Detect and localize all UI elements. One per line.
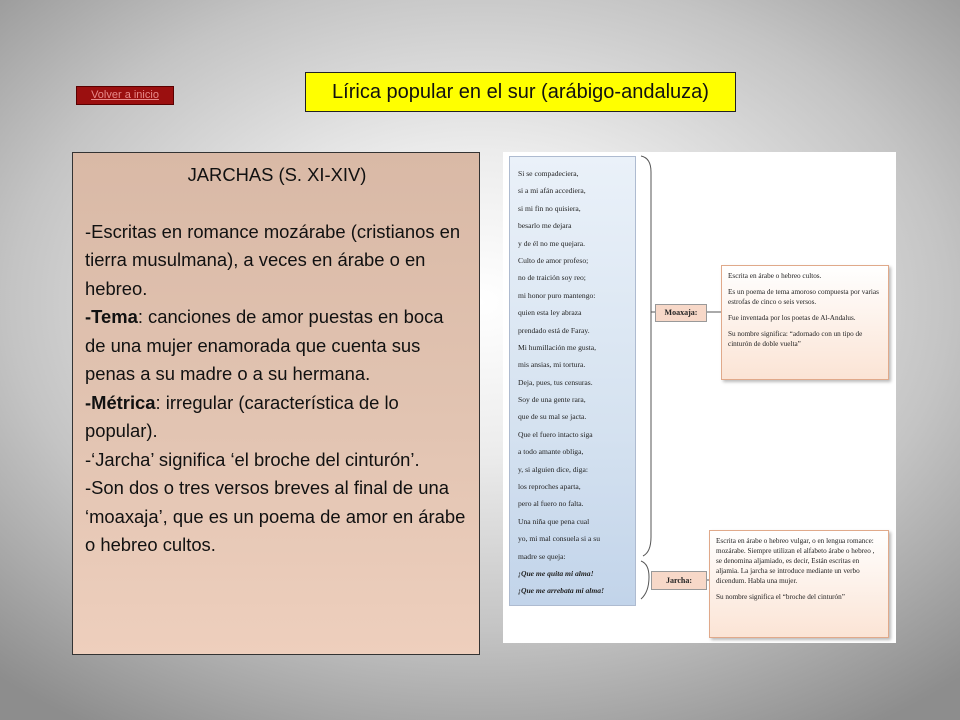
- poem-line: y de él no me quejara.: [518, 238, 586, 248]
- jarcha-label: Jarcha:: [651, 571, 707, 590]
- jarcha-line: ¡Que me quita mi alma!: [518, 568, 594, 578]
- jarcha-note-line: Su nombre significa el “broche del cinturón”: [716, 593, 845, 601]
- poem-line: no de traición soy reo;: [518, 273, 586, 283]
- poem-line: Soy de una gente rara,: [518, 395, 586, 405]
- moaxaja-note-line: Fue inventada por los poetas de Al-Andalus.: [728, 314, 856, 322]
- poem-line: a todo amante obliga,: [518, 447, 584, 457]
- jarcha-line: ¡Que me arrebata mi alma!: [518, 586, 605, 596]
- poem-line: Una niña que pena cual: [518, 516, 590, 526]
- moaxaja-note: [721, 265, 889, 380]
- theme-label: -Tema: [85, 306, 138, 327]
- poem-line: Deja, pues, tus censuras.: [518, 377, 593, 387]
- poem-line: que de su mal se jacta.: [518, 412, 587, 422]
- poem-line: si a mi afán accediera,: [518, 186, 586, 196]
- moaxaja-label: Moaxaja:: [655, 304, 707, 322]
- panel-heading: JARCHAS (S. XI-XIV): [187, 164, 367, 185]
- moaxaja-note-line: Su nombre significa: “adornado con un tipo de cinturón de doble vuelta”: [728, 330, 863, 348]
- poem-line: quien esta ley abraza: [518, 308, 582, 318]
- poem-line: madre se queja:: [518, 551, 566, 561]
- back-to-home-link[interactable]: Volver a inicio: [76, 86, 174, 105]
- slide-title: Lírica popular en el sur (arábigo-andaluza): [305, 72, 736, 112]
- poem-line: mi honor puro mantengo:: [518, 290, 596, 300]
- theme-paragraph: [85, 303, 469, 389]
- poem-line: y, si alguien dice, diga:: [518, 464, 588, 474]
- poem-line: besarlo me dejara: [518, 221, 572, 231]
- poem-line: mis ansias, mi tortura.: [518, 360, 586, 370]
- poem-line: yo, mi mal consuela si a su: [518, 534, 601, 544]
- jarcha-note: [709, 530, 889, 638]
- jarcha-brace: [641, 561, 649, 599]
- meaning-paragraph: -‘Jarcha’ significa ‘el broche del cinturón’.: [85, 448, 420, 470]
- metric-label: -Métrica: [85, 391, 156, 413]
- moaxaja-jarcha-diagram: [503, 152, 896, 643]
- jarcha-note-line: Escrita en árabe o hebreo vulgar, o en lengua romance: mozárabe. Siempre utilizan el alfabeto árabe o hebreo , se denomina aljamiado, es decir, Están escritas en aljamia. La jarcha se introduce mediante un verbo dicendum. Habla una mujer.: [716, 537, 875, 585]
- theme-text: : canciones de amor puestas en boca de una mujer enamorada que cuenta sus penas a su madre o a su hermana.: [85, 306, 444, 384]
- poem-line: prendado está de Faray.: [518, 325, 590, 335]
- poem-line: si mi fin no quisiera,: [518, 203, 581, 213]
- poem-line: Que el fuero intacto siga: [518, 429, 593, 439]
- moaxaja-note-line: Escrita en árabe o hebreo cultos.: [728, 272, 822, 280]
- metric-text: : irregular (característica de lo popular).: [85, 391, 399, 441]
- metric-paragraph: [85, 389, 469, 446]
- poem-box: [509, 156, 636, 606]
- poem-line: pero al fuero no falta.: [518, 499, 584, 509]
- poem-line: Culto de amor profeso;: [518, 255, 589, 265]
- moaxaja-brace: [641, 156, 651, 556]
- moaxaja-note-line: Es un poema de tema amoroso compuesta por varias estrofas de cinco o seis versos.: [728, 288, 879, 306]
- jarchas-text-panel: [72, 152, 480, 655]
- poem-line: Mi humillación me gusta,: [518, 342, 597, 352]
- structure-paragraph: -Son dos o tres versos breves al final de una ‘moaxaja’, que es un poema de amor en árabe o hebreo cultos.: [85, 477, 466, 555]
- poem-line: Si se compadeciera,: [518, 169, 579, 178]
- origin-paragraph: -Escritas en romance mozárabe (cristianos en tierra musulmana), a veces en árabe o en hebreo.: [85, 220, 461, 299]
- poem-line: los reproches aparta,: [518, 482, 581, 492]
